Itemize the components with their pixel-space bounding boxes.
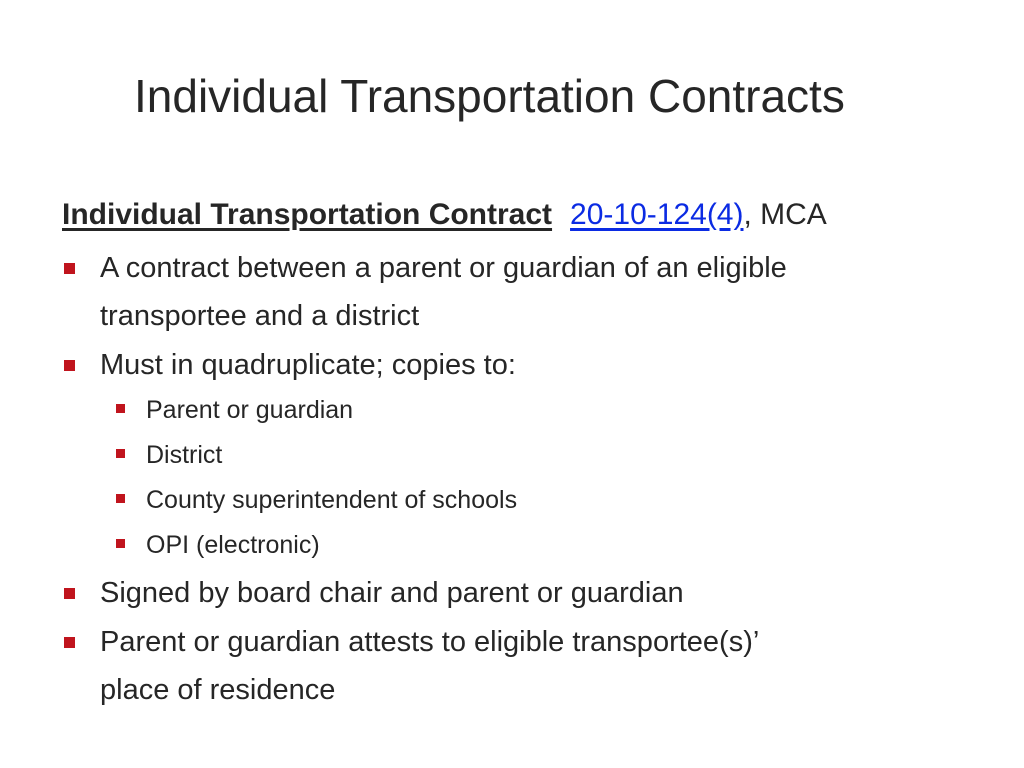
square-bullet-icon: [116, 494, 125, 503]
square-bullet-icon: [116, 539, 125, 548]
section-heading: [62, 193, 827, 237]
bullet-text: Signed by board chair and parent or guardian: [100, 577, 684, 609]
square-bullet-icon: [64, 588, 75, 599]
sub-bullet-text: County superintendent of schools: [146, 486, 518, 514]
square-bullet-icon: [116, 449, 125, 458]
sub-bullet-text: OPI (electronic): [146, 531, 320, 559]
statute-link[interactable]: 20-10-124(4): [570, 198, 744, 231]
square-bullet-icon: [64, 637, 75, 648]
bullet-text-continued: place of residence: [100, 674, 336, 706]
square-bullet-icon: [116, 404, 125, 413]
sub-bullet-text: Parent or guardian: [146, 396, 354, 424]
heading-suffix: , MCA: [743, 198, 827, 231]
square-bullet-icon: [64, 263, 75, 274]
bullet-text: Parent or guardian attests to eligible transportee(s)’: [100, 626, 760, 658]
heading-label: Individual Transportation Contract: [62, 198, 553, 231]
square-bullet-icon: [64, 360, 75, 371]
bullet-text-continued: transportee and a district: [100, 300, 420, 332]
bullet-text: Must in quadruplicate; copies to:: [100, 349, 516, 381]
sub-bullet-text: District: [146, 441, 223, 469]
slide-title: Individual Transportation Contracts: [134, 70, 845, 122]
bullet-text: A contract between a parent or guardian of an eligible: [100, 252, 787, 284]
